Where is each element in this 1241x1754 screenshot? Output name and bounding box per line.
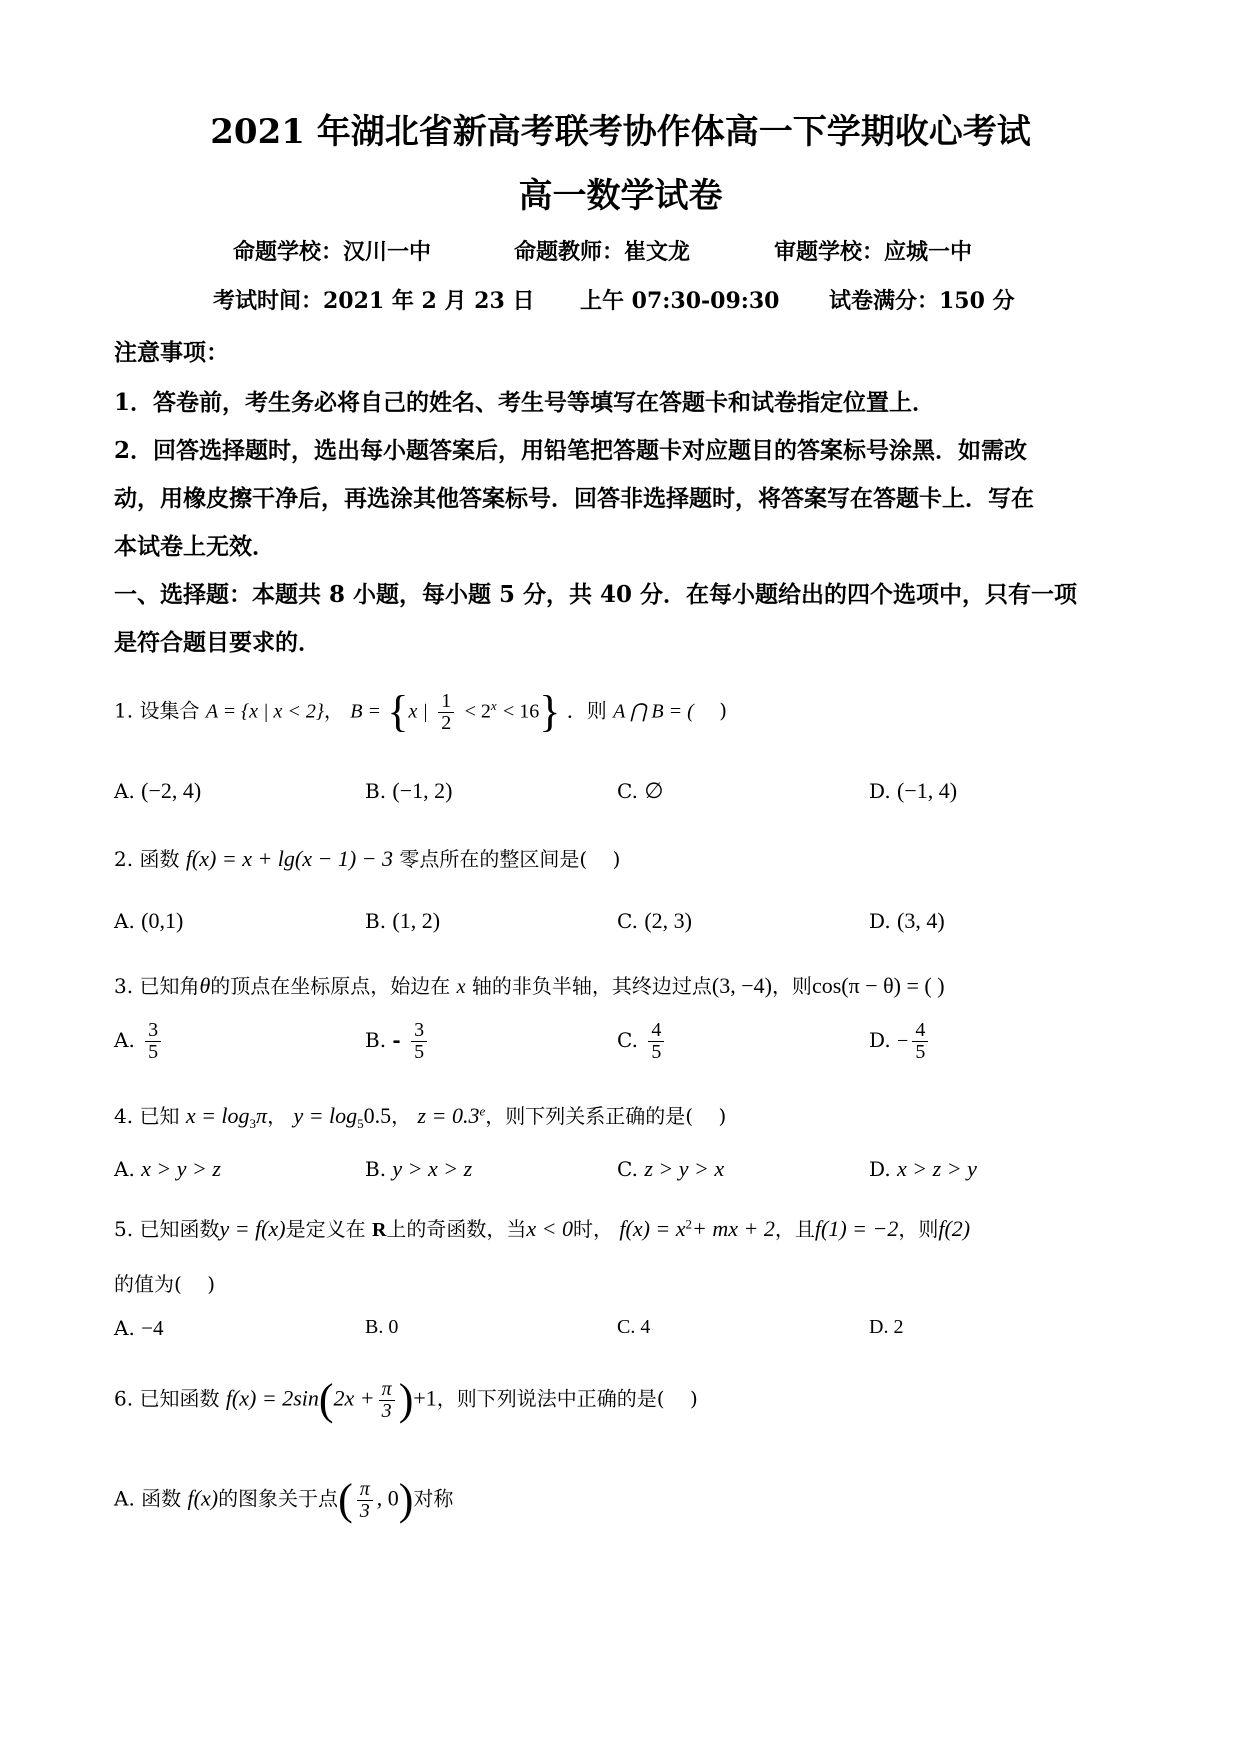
q4-option-a: A. x > y > z (114, 1156, 221, 1181)
q1-option-c: C. ∅ (617, 778, 664, 803)
q3-option-b: B. - $\frac{3}{5}$ (365, 1020, 431, 1063)
notice-item: 1．答卷前，考生务必将自己的姓名、考生号等填写在答题卡和试卷指定位置上． (114, 389, 936, 416)
question-1: 1. 设集合 A = {x | x < 2}， B = {x | $\frac{1}{2}$ < $2^x < 16$} ．则 A ⋂ B = ( ) (114, 687, 728, 736)
q5-option-d: D. 2 (869, 1316, 904, 1338)
q3-option-c: C. $\frac{4}{5}$ (617, 1020, 668, 1063)
q6-option-a: A. 函数 f(x)的图象关于点( $\frac{\pi}{3}$ , 0)对称 (114, 1475, 454, 1524)
notice-item: 动，用橡皮擦干净后，再选涂其他答案标号．回答非选择题时，将答案写在答题卡上．写在 (114, 485, 1034, 512)
q5-option-a: A. −4 (114, 1316, 164, 1340)
question-2: 2. 函数 f(x) = x + lg(x − 1) − 3 零点所在的整区间是( ) (114, 846, 621, 871)
meta-school: 命题学校：汉川一中 (233, 239, 432, 265)
q3-option-a: A. $\frac{3}{5}$ (114, 1020, 165, 1063)
notice-item: 2．回答选择题时，选出每小题答案后，用铅笔把答题卡对应题目的答案标号涂黑．如需改 (114, 437, 1028, 464)
q2-option-d: D. (3, 4) (869, 908, 945, 933)
q2-option-b: B. (1, 2) (365, 908, 441, 933)
question-5-cont: 的值为( ) (114, 1272, 216, 1296)
q5-option-c: C. 4 (617, 1316, 651, 1338)
q4-option-b: B. y > x > z (365, 1156, 473, 1181)
exam-title: 2021 年湖北省新高考联考协作体高一下学期收心考试 (210, 112, 1031, 152)
section-heading: 一、选择题：本题共 8 小题，每小题 5 分，共 40 分．在每小题给出的四个选项中，只有一项 (114, 581, 1078, 608)
question-6: 6. 已知函数 f(x) = 2sin(2x + $\frac{\pi}{3}$ )+1，则下列说法中正确的是( ) (114, 1375, 698, 1424)
q2-option-a: A. (0,1) (114, 908, 184, 933)
question-3: 3. 已知角θ的顶点在坐标原点，始边在 x 轴的非负半轴，其终边过点(3, −4)，则cos(π − θ) = ( ) (114, 973, 945, 998)
question-5: 5. 已知函数y = f(x)是定义在 R上的奇函数，当x < 0时， $f(x) = x^2+$ mx + 2，且f(1) = −2，则f(2) (114, 1216, 971, 1241)
question-4: 4. 已知 $x = \log_3\pi$， $y = \log_50.5$， z = 0.3$^e$，则下列关系正确的是( ) (114, 1103, 727, 1131)
fraction: $\frac{1}{2}$ (438, 691, 454, 734)
q1-option-b: B. (−1, 2) (365, 778, 453, 803)
q1-option-d: D. (−1, 4) (869, 778, 958, 803)
meta-score: 试卷满分：150 分 (829, 288, 1015, 314)
meta-time: 上午 07:30-09:30 (580, 288, 780, 314)
q4-option-d: D. x > z > y (869, 1156, 977, 1181)
q4-option-c: C. z > y > x (617, 1156, 725, 1181)
q5-option-b: B. 0 (365, 1316, 399, 1338)
notice-heading: 注意事项： (114, 339, 229, 366)
meta-date: 考试时间：2021 年 2 月 23 日 (213, 288, 535, 314)
meta-teacher: 命题教师：崔文龙 (514, 239, 691, 265)
notice-item: 本试卷上无效． (114, 533, 275, 560)
q3-option-d: D. − $\frac{4}{5}$ (869, 1020, 932, 1063)
q1-option-a: A. (−2, 4) (114, 778, 202, 803)
q2-option-c: C. (2, 3) (617, 908, 692, 933)
meta-review-school: 审题学校：应城一中 (774, 239, 973, 265)
section-heading-cont: 是符合题目要求的． (114, 629, 321, 656)
exam-subtitle: 高一数学试卷 (518, 176, 723, 216)
